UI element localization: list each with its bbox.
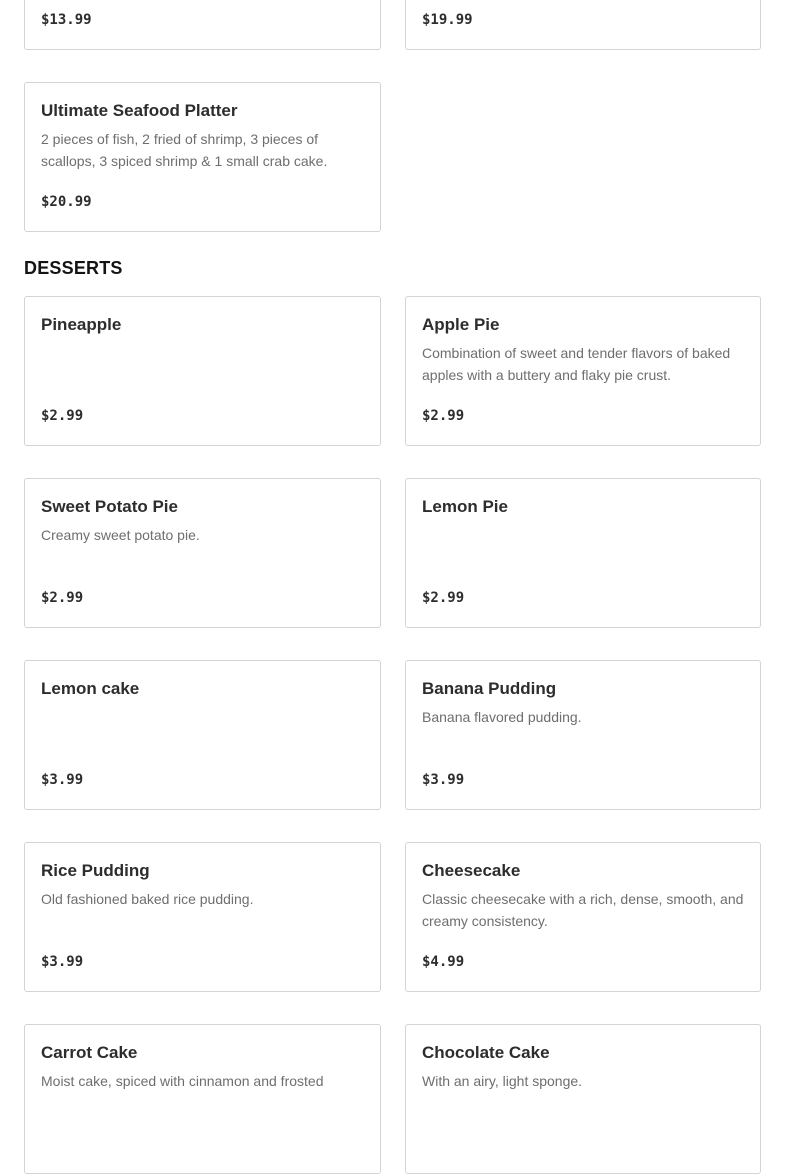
menu-item-card-carrot-cake[interactable]: [24, 1024, 381, 1174]
item-description: 2 pieces of fish, 2 fried of shrimp, 3 pieces of scallops, 3 spiced shrimp & 1 small crab cake.: [41, 131, 328, 169]
menu-item-card-ultimate-seafood-platter[interactable]: [24, 82, 381, 232]
item-price: $2.99: [41, 408, 84, 424]
item-description: Moist cake, spiced with cinnamon and frosted: [41, 1073, 324, 1089]
item-name: Carrot Cake: [41, 1043, 138, 1062]
item-price: $3.99: [422, 772, 465, 788]
item-description: Classic cheesecake with a rich, dense, smooth, and creamy consistency.: [422, 891, 744, 929]
item-price: $19.99: [422, 12, 473, 28]
item-name: Cheesecake: [422, 861, 521, 880]
item-description: With an airy, light sponge.: [422, 1073, 583, 1089]
menu-item-card-chocolate-cake[interactable]: [405, 1024, 761, 1174]
menu-item-card-banana-pudding[interactable]: [405, 660, 761, 810]
item-price: $2.99: [422, 590, 465, 606]
item-name: Banana Pudding: [422, 679, 557, 698]
menu-item-card-sweet-potato-pie[interactable]: [24, 478, 381, 628]
item-price: $2.99: [422, 408, 465, 424]
item-name: Apple Pie: [422, 315, 500, 334]
menu-item-card[interactable]: [24, 0, 381, 50]
menu-item-card-lemon-pie[interactable]: [405, 478, 761, 628]
item-name: Lemon Pie: [422, 497, 508, 516]
item-price: $13.99: [41, 12, 92, 28]
menu-item-card-rice-pudding[interactable]: [24, 842, 381, 992]
menu-item-card-apple-pie[interactable]: [405, 296, 761, 446]
item-name: Pineapple: [41, 315, 122, 334]
item-description: Creamy sweet potato pie.: [41, 527, 200, 543]
item-price: $4.99: [422, 954, 465, 970]
menu-item-card-cheesecake[interactable]: [405, 842, 761, 992]
item-description: Old fashioned baked rice pudding.: [41, 891, 254, 907]
item-price: $3.99: [41, 954, 84, 970]
section-title-desserts: DESSERTS: [24, 258, 123, 278]
item-name: Chocolate Cake: [422, 1043, 550, 1062]
item-description: Banana flavored pudding.: [422, 709, 582, 725]
menu-item-card[interactable]: [405, 0, 761, 50]
item-description: Combination of sweet and tender flavors of baked apples with a buttery and flaky pie crust.: [422, 345, 731, 383]
item-price: $2.99: [41, 590, 84, 606]
menu-item-card-lemon-cake[interactable]: [24, 660, 381, 810]
item-price: $20.99: [41, 194, 92, 210]
item-name: Sweet Potato Pie: [41, 497, 178, 516]
item-name: Ultimate Seafood Platter: [41, 101, 238, 120]
item-name: Lemon cake: [41, 679, 140, 698]
item-price: $3.99: [41, 772, 84, 788]
menu-item-card-pineapple[interactable]: [24, 296, 381, 446]
item-name: Rice Pudding: [41, 861, 150, 880]
